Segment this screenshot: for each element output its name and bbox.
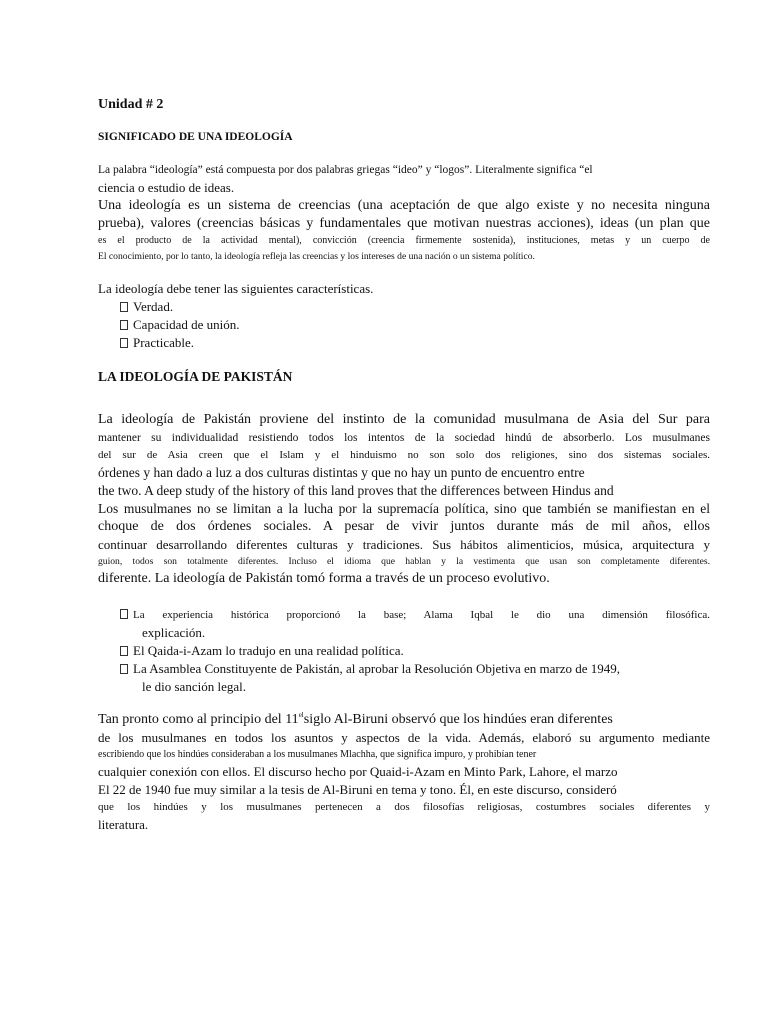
text-line: La palabra “ideología” está compuesta por dos palabras griegas “ideo” y “logos”. Literalmente significa “el	[98, 164, 593, 176]
bullet-icon	[120, 302, 128, 312]
section-heading-pakistan: LA IDEOLOGÍA DE PAKISTÁN	[98, 369, 293, 384]
list-item	[120, 642, 710, 660]
unit-title: Unidad # 2	[98, 97, 164, 112]
list-item: Practicable.	[120, 334, 710, 352]
text-line: choque de dos órdenes sociales. A pesar de vivir juntos durante más de mil años, ellos	[98, 519, 710, 534]
text-line: guion, todos son totalmente diferentes. Incluso el idioma que hablan y la vestimenta que usan son completamente diferentes.	[98, 556, 710, 567]
text-line: La ideología de Pakistán proviene del instinto de la comunidad musulmana de Asia del Sur para	[98, 412, 710, 427]
al-biruni-paragraph	[98, 711, 710, 834]
text-line: órdenes y han dado a luz a dos culturas distintas y que no hay un punto de encuentro entre	[98, 465, 585, 480]
bullet-icon	[120, 338, 128, 348]
text-line: diferente. La ideología de Pakistán tomó forma a través de un proceso evolutivo.	[98, 571, 550, 586]
list-item	[120, 607, 710, 642]
point-continuation: explicación.	[142, 625, 206, 640]
text-line: cualquier conexión con ellos. El discurso hecho por Quaid-i-Azam en Minto Park, Lahore, el marzo	[98, 764, 618, 779]
bullet-icon	[120, 646, 128, 656]
list-item: Capacidad de unión.	[120, 316, 710, 334]
text-line: de los musulmanes en todos los asuntos y aspectos de la vida. Además, elaboró su argumento mediante	[98, 730, 710, 745]
text-line: es el producto de la actividad mental), convicción (creencia firmemente sostenida), instituciones, metas y un cuerpo de	[98, 235, 710, 246]
point-text: El Qaida-i-Azam lo tradujo en una realidad política.	[133, 643, 404, 658]
ordinal-superscript: el	[298, 711, 304, 719]
text-line: del sur de Asia creen que el Islam y el hinduismo no son solo dos religiones, sino dos sistemas sociales.	[98, 449, 710, 461]
point-continuation: le dio sanción legal.	[142, 679, 246, 694]
characteristics-intro: La ideología debe tener las siguientes características.	[98, 281, 374, 296]
text-line: El conocimiento, por lo tanto, la ideología refleja las creencias y los intereses de una nación o un sistema político.	[98, 251, 535, 262]
pakistan-ideology-paragraph	[98, 411, 710, 588]
text-line: prueba), valores (creencias básicas y fundamentales que motivan nuestras acciones), ideas (un plan que	[98, 216, 710, 231]
text-line: literatura.	[98, 817, 149, 832]
text-line: continuar desarrollando diferentes culturas y tradiciones. Sus hábitos alimenticios, música, arquitectura y	[98, 537, 710, 552]
ideology-definition-paragraph	[98, 161, 710, 265]
point-text: La experiencia histórica proporcionó la base; Alama Iqbal le dio una dimensión filosófica.	[133, 609, 710, 621]
bullet-icon	[120, 609, 128, 619]
text-line: que los hindúes y los musulmanes pertenecen a dos filosofías religiosas, costumbres sociales diferentes y	[98, 801, 710, 813]
bullet-icon	[120, 320, 128, 330]
text-line: Tan pronto como al principio del $11^{el}siglo$ Al-Biruni observó que los hindúes eran diferentes	[98, 711, 613, 727]
text-line: Los musulmanes no se limitan a la lucha por la supremacía política, sino que también se manifiestan en el	[98, 501, 710, 516]
list-item: Verdad.	[120, 298, 710, 316]
text-line: El 22 de 1940 fue muy similar a la tesis de Al-Biruni en tema y tono. Él, en este discurso, consideró	[98, 782, 617, 797]
text-line: ciencia o estudio de ideas.	[98, 180, 235, 195]
text-line: the two. A deep study of the history of this land proves that the differences between Hindus and	[98, 483, 614, 498]
text-line: mantener su individualidad resistiendo todos los intentos de la sociedad hindú de absorberlo. Los musulmanes	[98, 432, 710, 444]
text-line: Una ideología es un sistema de creencias (una aceptación de que algo existe y no necesita ninguna	[98, 198, 710, 213]
list-item	[120, 660, 710, 696]
section-heading-ideology: SIGNIFICADO DE UNA IDEOLOGÍA	[98, 131, 293, 143]
point-text: La Asamblea Constituyente de Pakistán, al aprobar la Resolución Objetiva en marzo de 1949,	[133, 661, 621, 676]
text-line: escribiendo que los hindúes consideraban a los musulmanes Mlachha, que significa impuro, y prohibían tener	[98, 749, 537, 760]
bullet-icon	[120, 664, 128, 674]
